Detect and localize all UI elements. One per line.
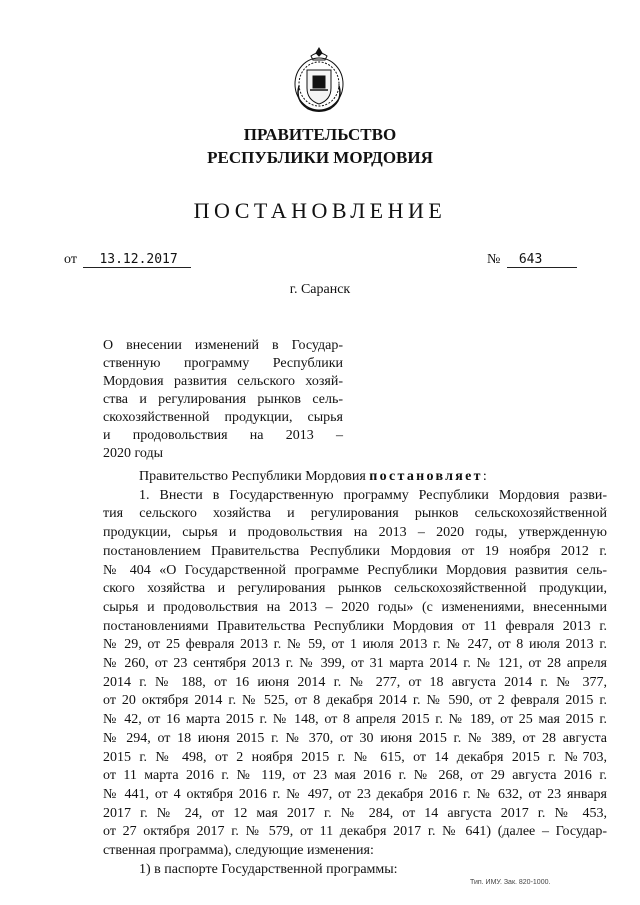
body-line: тия сельского хозяйства и регулирования рынков сельскохозяйственной bbox=[103, 506, 607, 522]
body-line: сырья и продовольствия на 2013 – 2020 годы» (с изменениями, внесенными bbox=[103, 599, 607, 615]
number-value: 643 bbox=[507, 252, 577, 268]
body-line: продукции, сырья и продовольствия на 2013 – 2020 годы, утвержденную bbox=[103, 525, 607, 541]
document-type: ПОСТАНОВЛЕНИЕ bbox=[193, 198, 447, 223]
body-line: постановлениями Правительства Республики Мордовия от 11 февраля 2013 г. bbox=[103, 618, 607, 634]
body-line: № 260, от 23 сентября 2013 г. № 399, от 31 марта 2014 г. № 121, от 28 апреля bbox=[103, 656, 607, 672]
subject-line: О внесении изменений в Государ- bbox=[103, 338, 343, 353]
government-title: ПРАВИТЕЛЬСТВО bbox=[243, 125, 397, 144]
date-value: 13.12.2017 bbox=[83, 252, 191, 268]
body-line: от 27 октября 2017 г. № 579, от 11 декабря 2017 г. № 641) (далее – Государ- bbox=[103, 824, 607, 840]
body-line: 2014 г. № 188, от 16 июня 2014 г. № 277, от 18 августа 2014 г. № 377, bbox=[103, 674, 607, 690]
government-subtitle: РЕСПУБЛИКИ МОРДОВИЯ bbox=[207, 148, 433, 167]
number-prefix: № bbox=[487, 252, 501, 267]
body-line: от 11 марта 2016 г. № 119, от 23 мая 2016 г. № 268, от 29 августа 2016 г. bbox=[103, 768, 607, 784]
body-line: 1. Внести в Государственную программу Республики Мордовия разви- bbox=[139, 487, 607, 503]
intro-suffix: : bbox=[482, 469, 487, 484]
document-subject bbox=[103, 337, 343, 463]
body-line: № 441, от 4 октября 2016 г. № 497, от 23 декабря 2016 г. № 632, от 23 января bbox=[103, 786, 607, 802]
subject-line: ства и регулирования рынков сель- bbox=[103, 392, 343, 407]
city: г. Саранск bbox=[289, 282, 351, 297]
body-line: 2015 г. № 498, от 2 ноября 2015 г. № 615, от 14 декабря 2015 г. №703, bbox=[103, 749, 607, 765]
body-line: от 20 октября 2014 г. № 525, от 8 декабря 2014 г. № 590, от 2 февраля 2015 г. bbox=[103, 693, 607, 709]
coat-of-arms-icon bbox=[289, 46, 349, 114]
date-field bbox=[64, 252, 191, 268]
intro-spaced-word: постановляет bbox=[369, 469, 483, 484]
body-line: ственная программа), следующие изменения: bbox=[103, 843, 374, 859]
subject-line: Мордовия развития сельского хозяй- bbox=[103, 374, 343, 389]
body-line: 2017 г. № 24, от 12 мая 2017 г. № 284, от 14 августа 2017 г. № 453, bbox=[103, 805, 607, 821]
subject-line: скохозяйственной продукции, сырья bbox=[103, 410, 343, 425]
body-line: № 29, от 25 февраля 2013 г. № 59, от 1 июля 2013 г. № 247, от 8 июля 2013 г. bbox=[103, 637, 607, 653]
body-line: постановлением Правительства Республики Мордовия от 19 ноября 2012 г. bbox=[103, 543, 607, 559]
date-prefix: от bbox=[64, 252, 77, 267]
body-line: № 42, от 16 марта 2015 г. № 148, от 8 апреля 2015 г. № 189, от 25 мая 2015 г. bbox=[103, 712, 607, 728]
subject-line: и продовольствия на 2013 – bbox=[103, 428, 343, 443]
print-mark: Тип. ИМУ. Зак. 820-1000. bbox=[470, 879, 551, 886]
body-line: ского хозяйства и регулирования рынков сельскохозяйственной продукции, bbox=[103, 581, 607, 597]
number-field bbox=[487, 252, 577, 268]
subject-line: 2020 годы bbox=[103, 446, 164, 461]
body-subitem: 1) в паспорте Государственной программы: bbox=[139, 861, 398, 877]
intro-prefix: Правительство Республики Мордовия bbox=[139, 469, 366, 484]
subject-line: ственную программу Республики bbox=[103, 356, 343, 371]
intro-line bbox=[103, 468, 607, 487]
body-line: № 404 «О Государственной программе Республики Мордовия развития сель- bbox=[103, 562, 607, 578]
body-line: № 294, от 18 июня 2015 г. № 370, от 30 июня 2015 г. № 389, от 28 августа bbox=[103, 730, 607, 746]
document-body bbox=[103, 468, 607, 879]
